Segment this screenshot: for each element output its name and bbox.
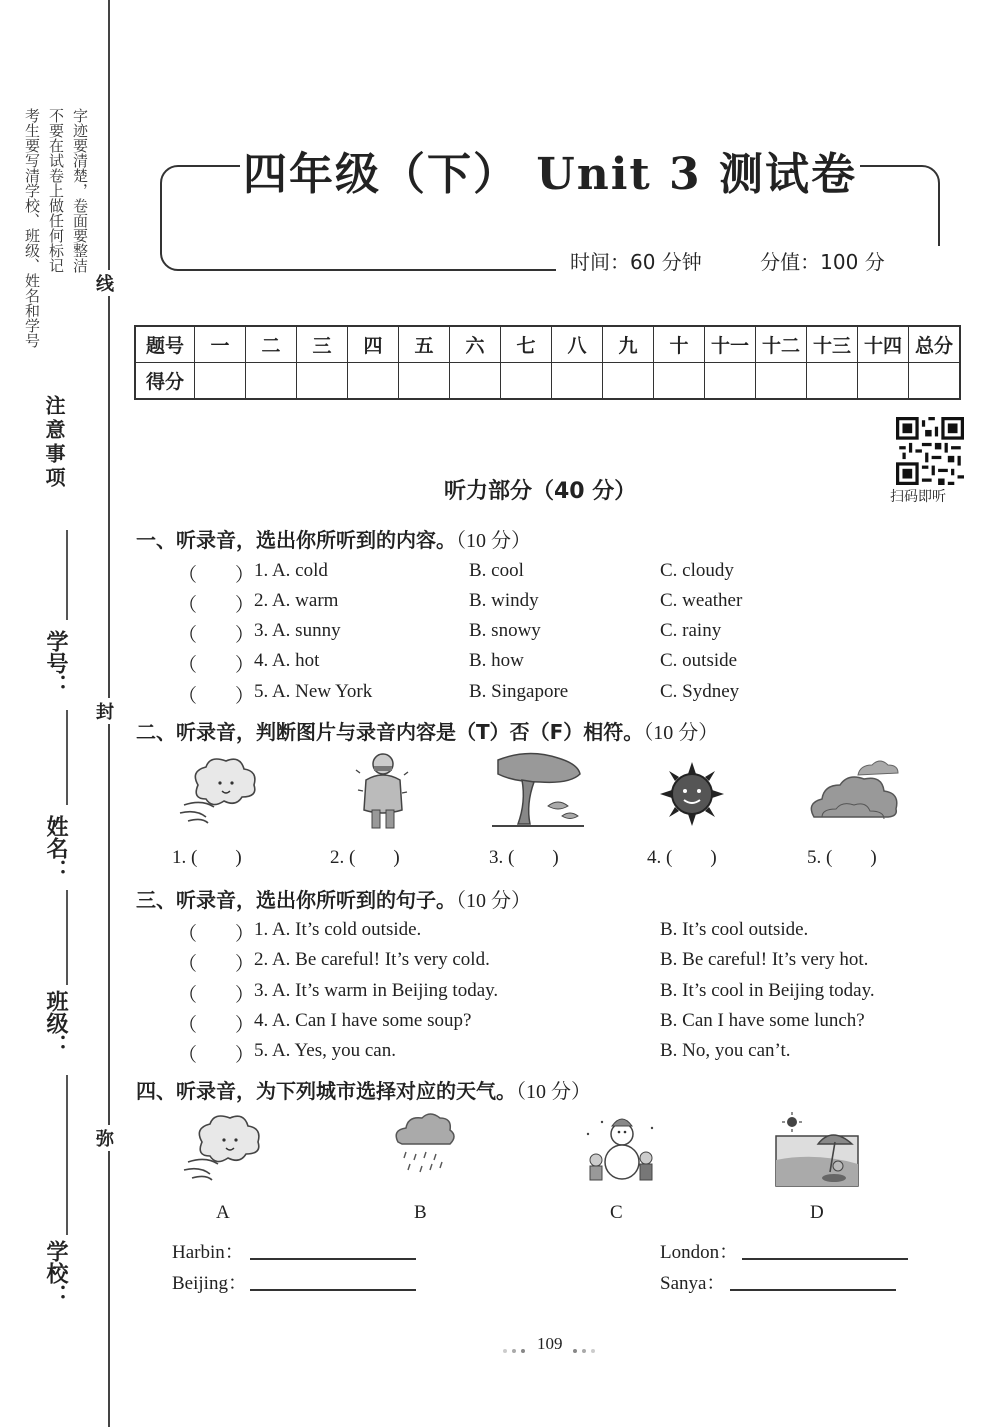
score-col: 八 (552, 326, 603, 363)
exam-time: 时间：60 分钟 (570, 250, 702, 274)
score-col: 一 (195, 326, 246, 363)
q3-heading (136, 884, 531, 913)
option-a: 3. A. It’s warm in Beijing today. (254, 980, 499, 1001)
option-b: B. No, you can’t. (660, 1040, 791, 1061)
school-label: 学校： (43, 1240, 68, 1306)
page-title (240, 138, 860, 202)
q4-heading (136, 1075, 591, 1104)
score-col: 九 (603, 326, 654, 363)
beach-sun-icon (774, 1112, 860, 1188)
binding-char-line: 线 (96, 270, 114, 296)
q1-item (178, 650, 778, 674)
score-col: 六 (450, 326, 501, 363)
option-c: C. weather (660, 590, 743, 611)
exam-score: 分值：100 分 (760, 250, 885, 274)
q2-points: （10 分） (643, 722, 719, 744)
score-cell[interactable] (909, 363, 961, 400)
answer-bracket[interactable]: （ ） (178, 686, 255, 707)
option-c: C. cloudy (660, 560, 734, 581)
option-a: 3. A. sunny (254, 620, 341, 641)
q2-caption-5[interactable]: 5. ( ) (807, 847, 877, 868)
notice-box (20, 108, 92, 388)
q3-item (178, 1040, 918, 1064)
option-c: C. outside (660, 650, 738, 671)
score-col: 十四 (858, 326, 909, 363)
harbin-answer-line[interactable] (250, 1258, 416, 1260)
q1-points: （10 分） (456, 530, 531, 552)
cloud-icon (808, 755, 904, 825)
page-dots-left (502, 1340, 528, 1359)
snowman-icon (582, 1114, 656, 1186)
sun-icon (660, 762, 724, 826)
city-beijing: Beijing： (172, 1273, 247, 1294)
windy-cloud-icon (182, 1112, 268, 1184)
rain-cloud-icon (392, 1112, 456, 1178)
answer-bracket[interactable]: （ ） (178, 655, 255, 676)
score-col: 二 (246, 326, 297, 363)
score-col: 五 (399, 326, 450, 363)
score-cell[interactable] (399, 363, 450, 400)
notice-line-1: 考生要写清学校、班级、姓名和学号 (23, 108, 41, 348)
score-cell[interactable] (654, 363, 705, 400)
score-cell[interactable] (450, 363, 501, 400)
q3-item (178, 919, 918, 943)
q4-caption-b: B (414, 1202, 427, 1223)
score-col: 三 (297, 326, 348, 363)
q1-item (178, 681, 778, 705)
page-number: 109 (537, 1334, 563, 1353)
score-table-score-row (135, 363, 960, 400)
score-cell[interactable] (348, 363, 399, 400)
notice-line-2: 不要在试卷上做任何标记 (47, 108, 65, 273)
page-dots-right (572, 1340, 598, 1359)
city-harbin: Harbin： (172, 1242, 244, 1263)
binding-char-secret: 弥 (96, 1125, 114, 1151)
score-table (134, 325, 961, 400)
windy-cloud-icon (178, 755, 264, 827)
option-a: 4. A. hot (254, 650, 320, 671)
option-a: 1. A. cold (254, 560, 328, 581)
q1-item (178, 560, 778, 584)
answer-bracket[interactable]: （ ） (178, 954, 255, 975)
answer-bracket[interactable]: （ ） (178, 1015, 255, 1036)
q2-caption-3[interactable]: 3. ( ) (489, 847, 559, 868)
score-col: 十二 (756, 326, 807, 363)
answer-bracket[interactable]: （ ） (178, 985, 255, 1006)
q2-title: 二、听录音，判断图片与录音内容是（T）否（F）相符。 (136, 720, 644, 744)
section-title: 听力部分（40 分） (444, 479, 637, 504)
notice-title: 注意事项 (42, 395, 66, 491)
q1-item (178, 590, 778, 614)
qr-label: 扫码即听 (890, 489, 946, 505)
score-table-header-row (135, 326, 960, 363)
score-cell[interactable] (195, 363, 246, 400)
student-no-label: 学号： (43, 630, 68, 696)
q2-caption-4[interactable]: 4. ( ) (647, 847, 717, 868)
exam-meta (556, 246, 940, 275)
answer-bracket[interactable]: （ ） (178, 625, 255, 646)
option-b: B. windy (469, 590, 539, 611)
option-c: C. Sydney (660, 681, 740, 702)
name-line[interactable] (66, 710, 68, 805)
q4-title: 四、听录音，为下列城市选择对应的天气。 (136, 1079, 516, 1103)
score-cell[interactable] (246, 363, 297, 400)
option-a: 2. A. Be careful! It’s very cold. (254, 949, 490, 970)
score-cell[interactable] (297, 363, 348, 400)
student-no-line[interactable] (66, 530, 68, 620)
score-cell[interactable] (807, 363, 858, 400)
city-london: London： (660, 1242, 739, 1263)
q2-caption-2[interactable]: 2. ( ) (330, 847, 400, 868)
score-cell[interactable] (858, 363, 909, 400)
london-answer-line[interactable] (742, 1258, 908, 1260)
q3-points: （10 分） (456, 890, 531, 912)
title-prefix: 四年级（下） (243, 149, 519, 200)
option-b: B. snowy (469, 620, 541, 641)
binding-char-seal: 封 (96, 698, 114, 724)
option-b: B. It’s cool outside. (660, 919, 809, 940)
score-cell[interactable] (756, 363, 807, 400)
option-a: 5. A. New York (254, 681, 373, 702)
score-cell[interactable] (552, 363, 603, 400)
score-cell[interactable] (705, 363, 756, 400)
cold-person-icon (352, 750, 414, 832)
sanya-answer-line[interactable] (730, 1289, 896, 1291)
q3-item (178, 980, 918, 1004)
option-c: C. rainy (660, 620, 722, 641)
q3-item (178, 949, 918, 973)
answer-bracket[interactable]: （ ） (178, 924, 255, 945)
title-unit: Unit 3 (536, 149, 702, 200)
notice-line-3: 字迹要清楚，卷面要整洁 (71, 108, 89, 273)
beijing-answer-line[interactable] (250, 1289, 416, 1291)
option-b: B. cool (469, 560, 524, 581)
q1-heading (136, 524, 531, 553)
score-col: 七 (501, 326, 552, 363)
q2-caption-1[interactable]: 1. ( ) (172, 847, 242, 868)
option-a: 4. A. Can I have some soup? (254, 1010, 472, 1031)
score-col: 四 (348, 326, 399, 363)
score-col: 十 (654, 326, 705, 363)
answer-bracket[interactable]: （ ） (178, 1045, 255, 1066)
score-col: 十一 (705, 326, 756, 363)
score-table-row2-label: 得分 (135, 363, 195, 400)
title-suffix: 测试卷 (719, 149, 857, 200)
q1-title: 一、听录音，选出你所听到的内容。 (136, 528, 456, 552)
class-line[interactable] (66, 890, 68, 985)
name-label: 姓名： (43, 815, 68, 881)
option-b: B. Can I have some lunch? (660, 1010, 865, 1031)
q4-caption-a: A (216, 1202, 230, 1223)
q4-caption-d: D (810, 1202, 824, 1223)
windy-tree-icon (492, 752, 584, 830)
q4-points: （10 分） (516, 1081, 591, 1103)
q3-title: 三、听录音，选出你所听到的句子。 (136, 888, 456, 912)
score-col: 十三 (807, 326, 858, 363)
option-a: 1. A. It’s cold outside. (254, 919, 422, 940)
option-b: B. how (469, 650, 524, 671)
option-a: 5. A. Yes, you can. (254, 1040, 396, 1061)
answer-bracket[interactable]: （ ） (178, 565, 255, 586)
city-sanya: Sanya： (660, 1273, 726, 1294)
option-b: B. Singapore (469, 681, 569, 702)
score-cell[interactable] (603, 363, 654, 400)
class-label: 班级： (43, 990, 68, 1056)
score-cell[interactable] (501, 363, 552, 400)
q2-heading (136, 716, 718, 745)
q3-item (178, 1010, 918, 1034)
option-b: B. Be careful! It’s very hot. (660, 949, 869, 970)
q4-caption-c: C (610, 1202, 623, 1223)
q1-item (178, 620, 778, 644)
answer-bracket[interactable]: （ ） (178, 595, 255, 616)
score-col: 总分 (909, 326, 961, 363)
option-a: 2. A. warm (254, 590, 339, 611)
score-table-row1-label: 题号 (135, 326, 195, 363)
qr-code-icon[interactable] (896, 417, 964, 485)
school-line[interactable] (66, 1075, 68, 1235)
option-b: B. It’s cool in Beijing today. (660, 980, 875, 1001)
